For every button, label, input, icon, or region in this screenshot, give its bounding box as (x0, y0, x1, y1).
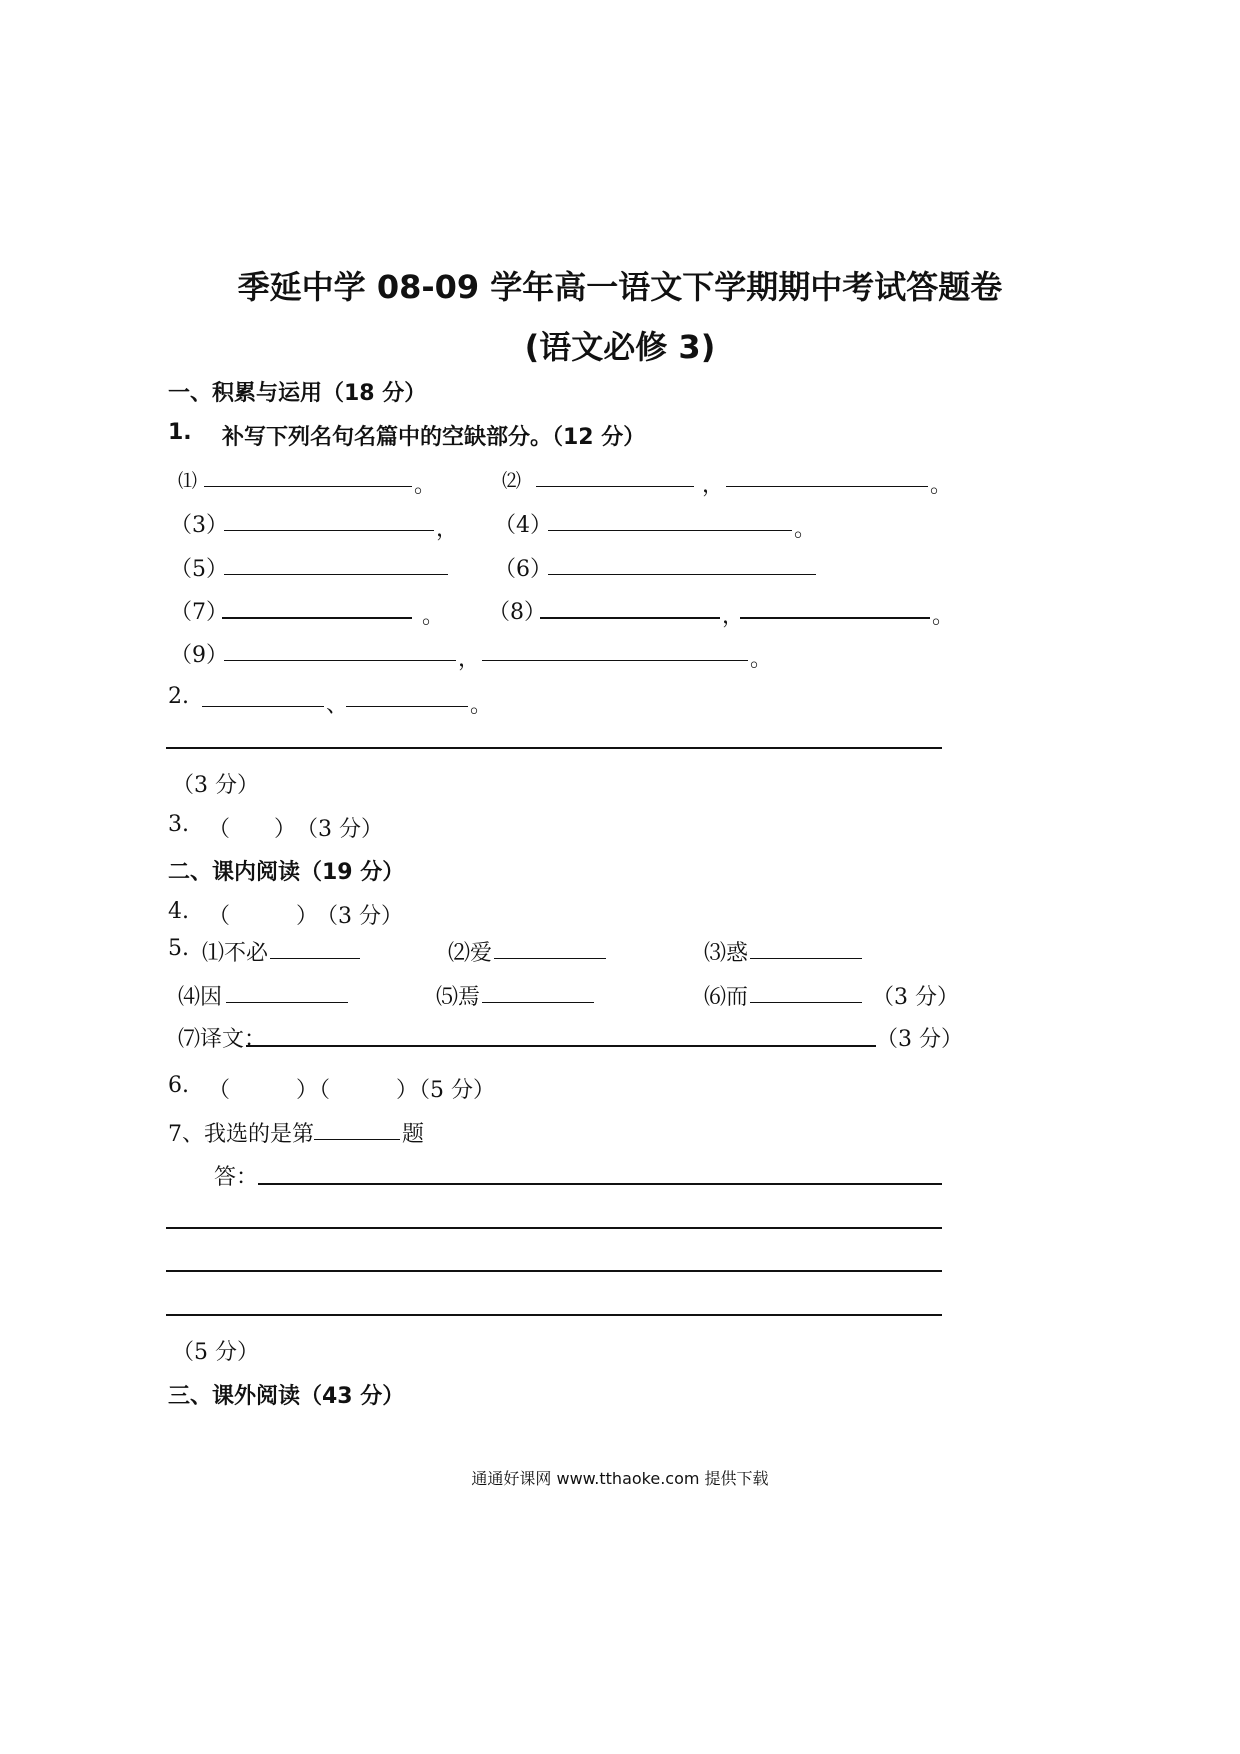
q5-item-3-blank[interactable] (750, 958, 862, 959)
q1-item-8-label: （8） (488, 600, 546, 625)
q1-item-2-blank-a[interactable] (536, 486, 694, 487)
q6-answer-paren-2[interactable]: （ ） (308, 1078, 419, 1103)
q7-answer-label: 答： (214, 1165, 259, 1190)
q7-question-number-blank[interactable] (314, 1139, 400, 1140)
q1-item-3-label: （3） (170, 513, 228, 538)
q1-item-8-blank-a[interactable] (540, 617, 720, 619)
q5-item-1-blank[interactable] (270, 958, 360, 959)
q5-translate-label: ⑺译文： (178, 1027, 267, 1052)
q1-item-1-period: 。 (414, 473, 437, 498)
q7-answer-line-4[interactable] (166, 1314, 942, 1316)
q2-separator: 、 (326, 693, 349, 718)
q1-item-1-blank[interactable] (204, 486, 412, 487)
q7-answer-line-3[interactable] (166, 1270, 942, 1272)
q5-item-3-label: ⑶惑 (704, 941, 749, 966)
q2-period: 。 (470, 693, 493, 718)
q3-answer-paren[interactable]: （ ） (208, 817, 297, 842)
q1-item-3-comma: ， (436, 517, 459, 542)
exam-subtitle: (语文必修 3) (524, 328, 716, 366)
q5-item-5-label: ⑸焉 (436, 985, 481, 1010)
q1-item-9-comma: ， (458, 647, 481, 672)
q5-item-6-blank[interactable] (750, 1002, 862, 1003)
q7-answer-line-1[interactable] (258, 1183, 942, 1185)
q6-score: （5 分） (408, 1078, 495, 1103)
q1-item-8-comma: ， (722, 604, 745, 629)
q1-item-9-period: 。 (750, 647, 773, 672)
q1-item-1-label: ⑴ (178, 470, 198, 492)
q2-blank-b[interactable] (346, 706, 468, 707)
q1-item-4-period: 。 (794, 517, 817, 542)
q1-item-9-label: （9） (170, 643, 228, 668)
q1-item-4-blank[interactable] (548, 530, 792, 531)
q1-number: 1. (168, 420, 192, 445)
footer-source-text: 通通好课网 www.tthaoke.com 提供下载 (471, 1469, 769, 1488)
q5-item-4-label: ⑷因 (178, 985, 223, 1010)
q1-item-2-period: 。 (930, 473, 953, 498)
q1-item-6-label: （6） (494, 557, 552, 582)
q7-score: （5 分） (172, 1340, 259, 1365)
q7-prompt-suffix: 题 (402, 1122, 425, 1147)
q5-item-1-label: ⑴不必 (202, 941, 269, 966)
q1-item-7-period: 。 (422, 604, 445, 629)
q2-score: （3 分） (172, 773, 259, 798)
section-1-heading: 一、积累与运用（18 分） (168, 381, 427, 406)
q5-translate-score: （3 分） (876, 1027, 963, 1052)
q4-score: （3 分） (316, 904, 403, 929)
exam-title: 季延中学 08-09 学年高一语文下学期期中考试答题卷 (237, 268, 1003, 306)
q1-item-5-blank[interactable] (224, 574, 448, 575)
q5-item-2-label: ⑵爱 (448, 941, 493, 966)
q1-item-6-blank[interactable] (548, 574, 816, 575)
q3-score: （3 分） (296, 817, 383, 842)
q4-answer-paren[interactable]: （ ） (208, 904, 319, 929)
q4-number: 4. (168, 899, 189, 924)
q1-instruction: 补写下列名句名篇中的空缺部分。（12 分） (222, 425, 646, 450)
q1-item-7-blank[interactable] (222, 617, 412, 619)
q5-item-5-blank[interactable] (482, 1002, 594, 1003)
q1-item-8-period: 。 (932, 604, 955, 629)
q5-item-6-label: ⑹而 (704, 985, 749, 1010)
q1-item-2-comma: ， (702, 473, 725, 498)
q5-row2-score: （3 分） (872, 985, 959, 1010)
q1-item-9-blank-a[interactable] (224, 660, 456, 661)
q2-blank-a[interactable] (202, 706, 324, 707)
q1-item-9-blank-b[interactable] (482, 660, 748, 661)
q1-item-3-blank[interactable] (224, 530, 434, 531)
q3-number: 3. (168, 812, 189, 837)
q1-item-4-label: （4） (494, 513, 552, 538)
q2-answer-line[interactable] (166, 747, 942, 749)
q1-item-2-blank-b[interactable] (726, 486, 928, 487)
q1-item-8-blank-b[interactable] (740, 617, 930, 619)
q1-item-7-label: （7） (170, 600, 228, 625)
q1-item-5-label: （5） (170, 557, 228, 582)
q6-answer-paren-1[interactable]: （ ） (208, 1078, 319, 1103)
q5-translate-blank[interactable] (246, 1045, 876, 1047)
q2-number: 2. (168, 684, 189, 709)
q1-item-2-label: ⑵ (502, 470, 522, 492)
q7-answer-line-2[interactable] (166, 1227, 942, 1229)
q7-prompt: 7、我选的是第 (168, 1122, 314, 1147)
q5-number: 5. (168, 936, 189, 961)
q5-item-4-blank[interactable] (226, 1002, 348, 1003)
q6-number: 6. (168, 1073, 189, 1098)
q5-item-2-blank[interactable] (494, 958, 606, 959)
section-2-heading: 二、课内阅读（19 分） (168, 860, 405, 885)
section-3-heading: 三、课外阅读（43 分） (168, 1384, 405, 1409)
